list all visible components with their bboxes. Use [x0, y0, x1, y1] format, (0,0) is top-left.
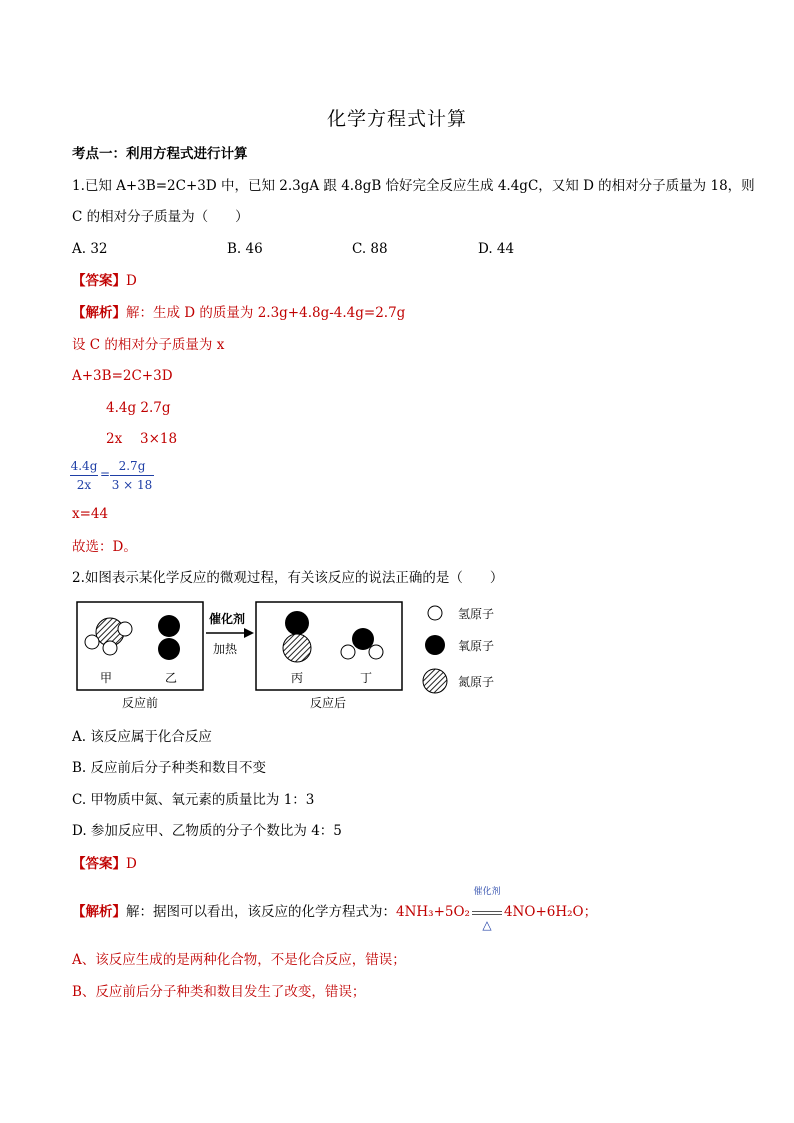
label-yi: 乙 [165, 671, 178, 685]
q1-masses: 4.4g 2.7g [106, 400, 171, 416]
q1-analysis-line2: 设 C 的相对分子质量为 x [72, 337, 225, 353]
oxygen-molecule-icon [158, 615, 180, 660]
q1-option-a: A. 32 [72, 241, 108, 257]
no-molecule-icon [283, 611, 311, 662]
q2-stem: 2.如图表示某化学反应的微观过程，有关该反应的说法正确的是（ ） [72, 570, 504, 586]
oxygen-atom-icon [425, 635, 445, 655]
equation-condition [470, 887, 504, 932]
q1-answer [72, 272, 137, 290]
analysis-text: 解：生成 D 的质量为 2.3g+4.8g-4.4g=2.7g [126, 305, 406, 321]
q2-option-b: B. 反应前后分子种类和数目不变 [72, 760, 267, 776]
q2-analysis-line1 [72, 887, 598, 932]
water-molecule-icon [341, 628, 383, 659]
analysis-tag: 【解析】 [72, 305, 126, 321]
q1-fraction-right [110, 459, 154, 492]
answer-value: D [126, 273, 137, 289]
q2-analysis-a: A、该反应生成的是两种化合物，不是化合反应，错误； [72, 952, 406, 968]
equation-heat: △ [482, 918, 492, 932]
q1-result: x=44 [72, 506, 109, 522]
answer-tag: 【答案】 [72, 273, 126, 289]
fraction-left-numerator: 4.4g [70, 459, 98, 473]
q2-option-a: A. 该反应属于化合反应 [72, 729, 212, 745]
fraction-right-numerator: 2.7g [118, 459, 146, 473]
q2-option-d: D. 参加反应甲、乙物质的分子个数比为 4：5 [72, 823, 342, 839]
q1-option-d: D. 44 [478, 241, 515, 257]
q1-option-b: B. 46 [227, 241, 263, 257]
fraction-right-denominator: 3 × 18 [111, 478, 153, 492]
q1-choose: 故选：D。 [72, 539, 137, 555]
q2-option-c: C. 甲物质中氮、氧元素的质量比为 1：3 [72, 792, 315, 808]
q1-analysis-line1 [72, 304, 405, 322]
arrow-head-icon [244, 628, 254, 638]
equation-catalyst: 催化剂 [473, 887, 501, 897]
q1-equation: A+3B=2C+3D [72, 368, 173, 384]
label-before: 反应前 [122, 696, 159, 710]
fraction-left-denominator: 2x [76, 478, 92, 492]
reaction-diagram [70, 598, 510, 716]
answer-value: D [126, 856, 137, 872]
label-after: 反应后 [310, 696, 347, 710]
fraction-equals: = [100, 467, 111, 481]
analysis-prefix: 解：据图可以看出，该反应的化学方程式为： [126, 904, 396, 920]
label-ding: 丁 [360, 671, 373, 685]
q2-analysis-b: B、反应前后分子种类和数目发生了改变，错误； [72, 984, 366, 1000]
q1-option-c: C. 88 [352, 241, 388, 257]
equation-right: 4NO+6H₂O； [503, 904, 598, 920]
q1-stem-line1: 1.已知 A+3B=2C+3D 中，已知 2.3gA 跟 4.8gB 恰好完全反应生成 4.4gC，又知 D 的相对分子质量为 18，则 [72, 178, 755, 194]
q2-answer [72, 855, 137, 873]
legend-nitrogen: 氮原子 [458, 675, 495, 689]
arrow-catalyst-label: 催化剂 [209, 612, 246, 626]
label-bing: 丙 [291, 671, 304, 685]
nitrogen-atom-icon [423, 669, 447, 693]
legend-hydrogen: 氢原子 [458, 607, 495, 621]
analysis-tag: 【解析】 [72, 904, 126, 920]
q1-relative-masses: 2x 3×18 [106, 431, 178, 447]
equation-left: 4NH₃+5O₂ [396, 904, 470, 920]
section-heading: 考点一：利用方程式进行计算 [72, 146, 248, 162]
q1-fraction-left [70, 459, 98, 492]
q1-stem-line2: C 的相对分子质量为（ ） [72, 209, 249, 225]
ammonia-molecule-icon [85, 618, 132, 655]
label-jia: 甲 [100, 671, 113, 685]
answer-tag: 【答案】 [72, 856, 126, 872]
hydrogen-atom-icon [428, 606, 442, 620]
page-title: 化学方程式计算 [326, 108, 467, 130]
arrow-heat-label: 加热 [213, 642, 238, 656]
legend-oxygen: 氧原子 [458, 639, 495, 653]
